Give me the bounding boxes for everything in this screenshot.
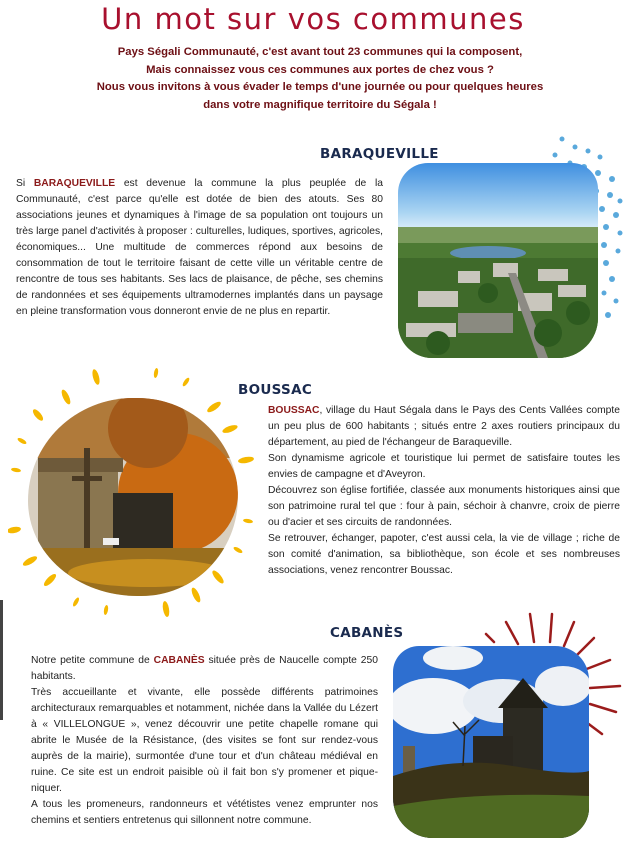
paragraph: est devenue la commune la plus peuplée de la Communauté, c'est parce qu'elle est dotée de bien des atouts. Ses 80 associations jeunes et dynamiques à l'image de sa population ont toujours un très large panel d'activités à proposer : culturelles, ludiques, sportives, agricoles, économiques... Une multitude de commerces répond aux besoins de consommation de tout le territoire faisant de cette ville un véritable centre de rencontre de tous ses habitants. Ses lacs de plaisance, de pêche, ses chemins de randonnées et ses équipements ultramodernes implantés dans un paysage en pleine transformation vous donneront envie de ne plus en repartir. — [16, 178, 383, 317]
boussac-text — [268, 403, 620, 579]
lead-prefix: Notre petite commune de — [31, 655, 154, 666]
intro-line: Mais connaissez vous ces communes aux portes de chez vous ? — [146, 63, 494, 76]
aerial-town-photo — [398, 163, 598, 358]
commune-name-highlight: BARAQUEVILLE — [33, 178, 116, 189]
cabanes-text — [31, 653, 378, 829]
page-edge-mark — [0, 600, 3, 720]
intro-line: Pays Ségali Communauté, c'est avant tout 23 communes qui la composent, — [117, 46, 523, 58]
baraqueville-heading: BARAQUEVILLE — [320, 146, 439, 162]
baraqueville-text — [16, 176, 383, 320]
paragraph: Son dynamisme agricole et touristique lui permet de satisfaire toutes les envies de campagne et d'Aveyron. — [268, 453, 620, 480]
paragraph: située près de Naucelle compte 250 habitants. — [31, 655, 378, 682]
page-title: Un mot sur vos communes — [101, 2, 525, 36]
paragraph: Très accueillante et vivante, elle possède différents patrimoines architecturaux remarquables et notamment, nichée dans la Vallée du Lézert à « VILLELONGUE », venez découvrir une petite chapelle romane qui abrite le Musée de la Résistance, (des visites se font sur rendez-vous auprès de la mairie), surmontée d'une tour et d'un château médiéval en ruine. Ce site est un endroit paisible où il fait bon s'y promener et pique-niquer. — [31, 687, 378, 794]
lead-prefix: Si — [16, 178, 34, 189]
intro-line: Nous vous invitons à vous évader le temps d'une journée ou pour quelques heures — [96, 81, 544, 93]
autumn-church-image — [28, 398, 238, 596]
chapel-tower-photo — [393, 646, 589, 838]
intro-text — [40, 44, 600, 114]
cabanes-heading: CABANÈS — [330, 625, 404, 641]
boussac-heading: BOUSSAC — [238, 382, 313, 398]
paragraph: , village du Haut Ségala dans le Pays des Cents Vallées compte un peu plus de 600 habitants ; situés entre 2 axes routiers principaux du département, au pied de l'échangeur de Baraqueville. — [268, 405, 620, 448]
paragraph: Découvrez son église fortifiée, classée aux monuments historiques ainsi que son patrimoine rural tel que : four à pain, séchoir à chanvre, croix de pierre ou d'acier et ses circuits de randonnées. — [268, 485, 620, 528]
commune-name-highlight: CABANÈS — [153, 655, 205, 666]
paragraph: Se retrouver, échanger, papoter, c'est aussi cela, la vie de village ; riche de son comité d'animation, sa bibliothèque, son école et ses nombreuses associations, venez rencontrer Boussac. — [268, 533, 620, 576]
commune-name-highlight: BOUSSAC — [268, 405, 320, 416]
chapel-tower-image — [393, 646, 589, 838]
paragraph: A tous les promeneurs, randonneurs et vététistes venez emprunter nos chemins et sentiers entretenus qui sillonnent notre commune. — [31, 799, 378, 826]
intro-line: dans votre magnifique territoire du Ségala ! — [203, 98, 437, 111]
autumn-church-photo — [28, 398, 238, 596]
aerial-town-image — [398, 163, 598, 358]
